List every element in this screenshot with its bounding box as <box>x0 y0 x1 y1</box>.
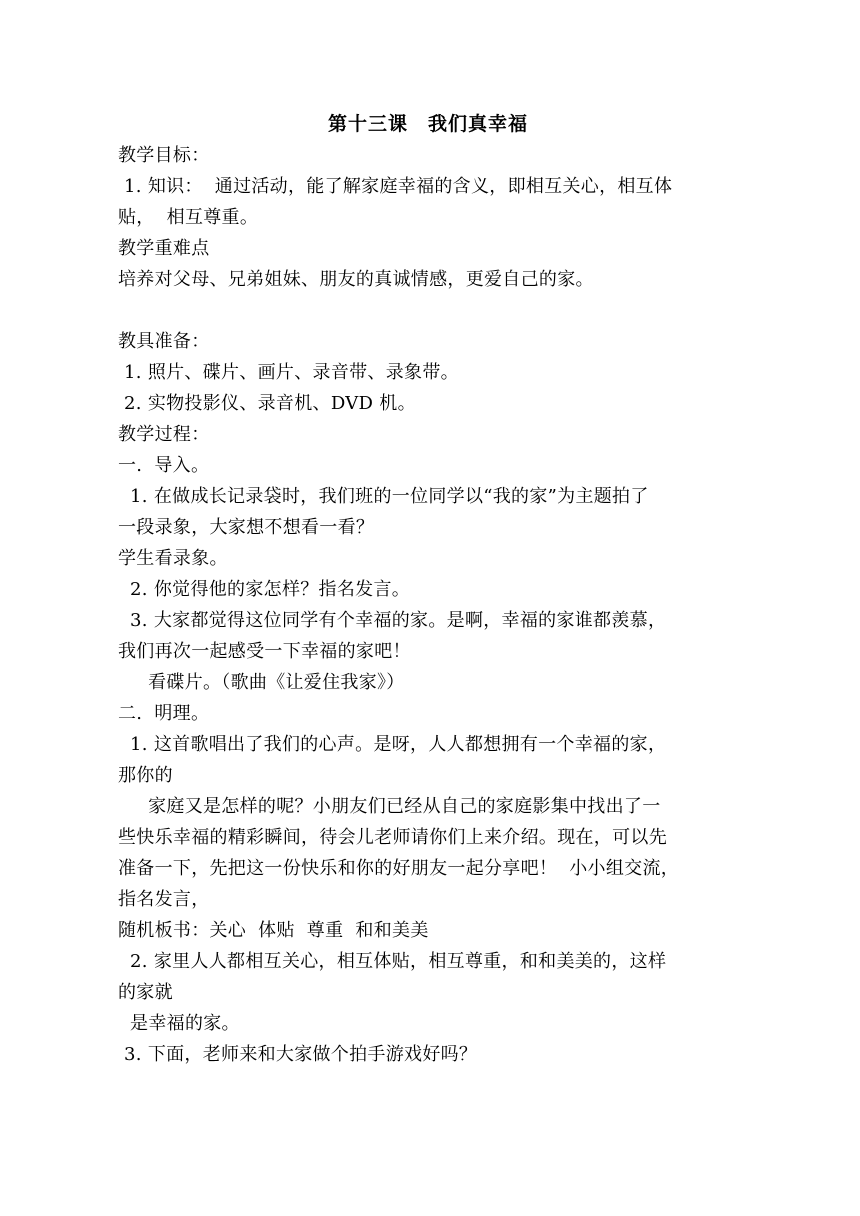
text-line: 3. 大家都觉得这位同学有个幸福的家。是啊，幸福的家谁都羡慕， <box>118 610 667 631</box>
text-line: 随机板书：关心 体贴 尊重 和和美美 <box>118 920 429 941</box>
text-line: 二. 明理。 <box>118 703 210 724</box>
text-line: 是幸福的家。 <box>118 1013 240 1034</box>
text-line: 指名发言， <box>118 889 210 910</box>
text-line: 一段录象，大家想不想看一看？ <box>118 517 375 538</box>
text-line: 些快乐幸福的精彩瞬间，待会儿老师请你们上来介绍。现在，可以先 <box>118 827 667 848</box>
blank-line <box>118 295 738 326</box>
lesson-title: 第十三课 我们真幸福 <box>327 113 528 135</box>
text-line: 2. 家里人人都相互关心，相互体贴，相互尊重，和和美美的，这样 <box>118 951 667 972</box>
text-line: 贴， 相互尊重。 <box>118 207 259 228</box>
text-line: 3. 下面，老师来和大家做个拍手游戏好吗？ <box>118 1044 478 1065</box>
text-line: 教具准备： <box>118 331 210 352</box>
text-line: 教学目标： <box>118 145 210 166</box>
text-line: 1. 知识： 通过活动，能了解家庭幸福的含义，即相互关心，相互体 <box>118 176 673 197</box>
text-line: 培养对父母、兄弟姐妹、朋友的真诚情感，更爱自己的家。 <box>118 269 594 290</box>
text-line: 那你的 <box>118 765 173 786</box>
document-body <box>118 108 738 1070</box>
text-line: 一. 导入。 <box>118 455 210 476</box>
text-line: 2. 实物投影仪、录音机、DVD 机。 <box>118 393 416 414</box>
text-line: 看碟片。（歌曲《让爱住我家》） <box>118 672 405 693</box>
text-line: 家庭又是怎样的呢？小朋友们已经从自己的家庭影集中找出了一 <box>118 796 661 817</box>
text-line: 准备一下，先把这一份快乐和你的好朋友一起分享吧！ 小小组交流， <box>118 858 680 879</box>
text-line: 教学过程： <box>118 424 210 445</box>
text-line: 教学重难点 <box>118 238 210 259</box>
text-line: 学生看录象。 <box>118 548 228 569</box>
lesson-text <box>118 140 738 1070</box>
text-line: 1. 这首歌唱出了我们的心声。是呀，人人都想拥有一个幸福的家， <box>118 734 667 755</box>
text-line: 1. 在做成长记录袋时，我们班的一位同学以“我的家”为主题拍了 <box>118 486 649 507</box>
text-line: 2. 你觉得他的家怎样？指名发言。 <box>118 579 411 600</box>
text-line: 1. 照片、碟片、画片、录音带、录象带。 <box>118 362 459 383</box>
text-line: 的家就 <box>118 982 173 1003</box>
text-line: 我们再次一起感受一下幸福的家吧！ <box>118 641 411 662</box>
